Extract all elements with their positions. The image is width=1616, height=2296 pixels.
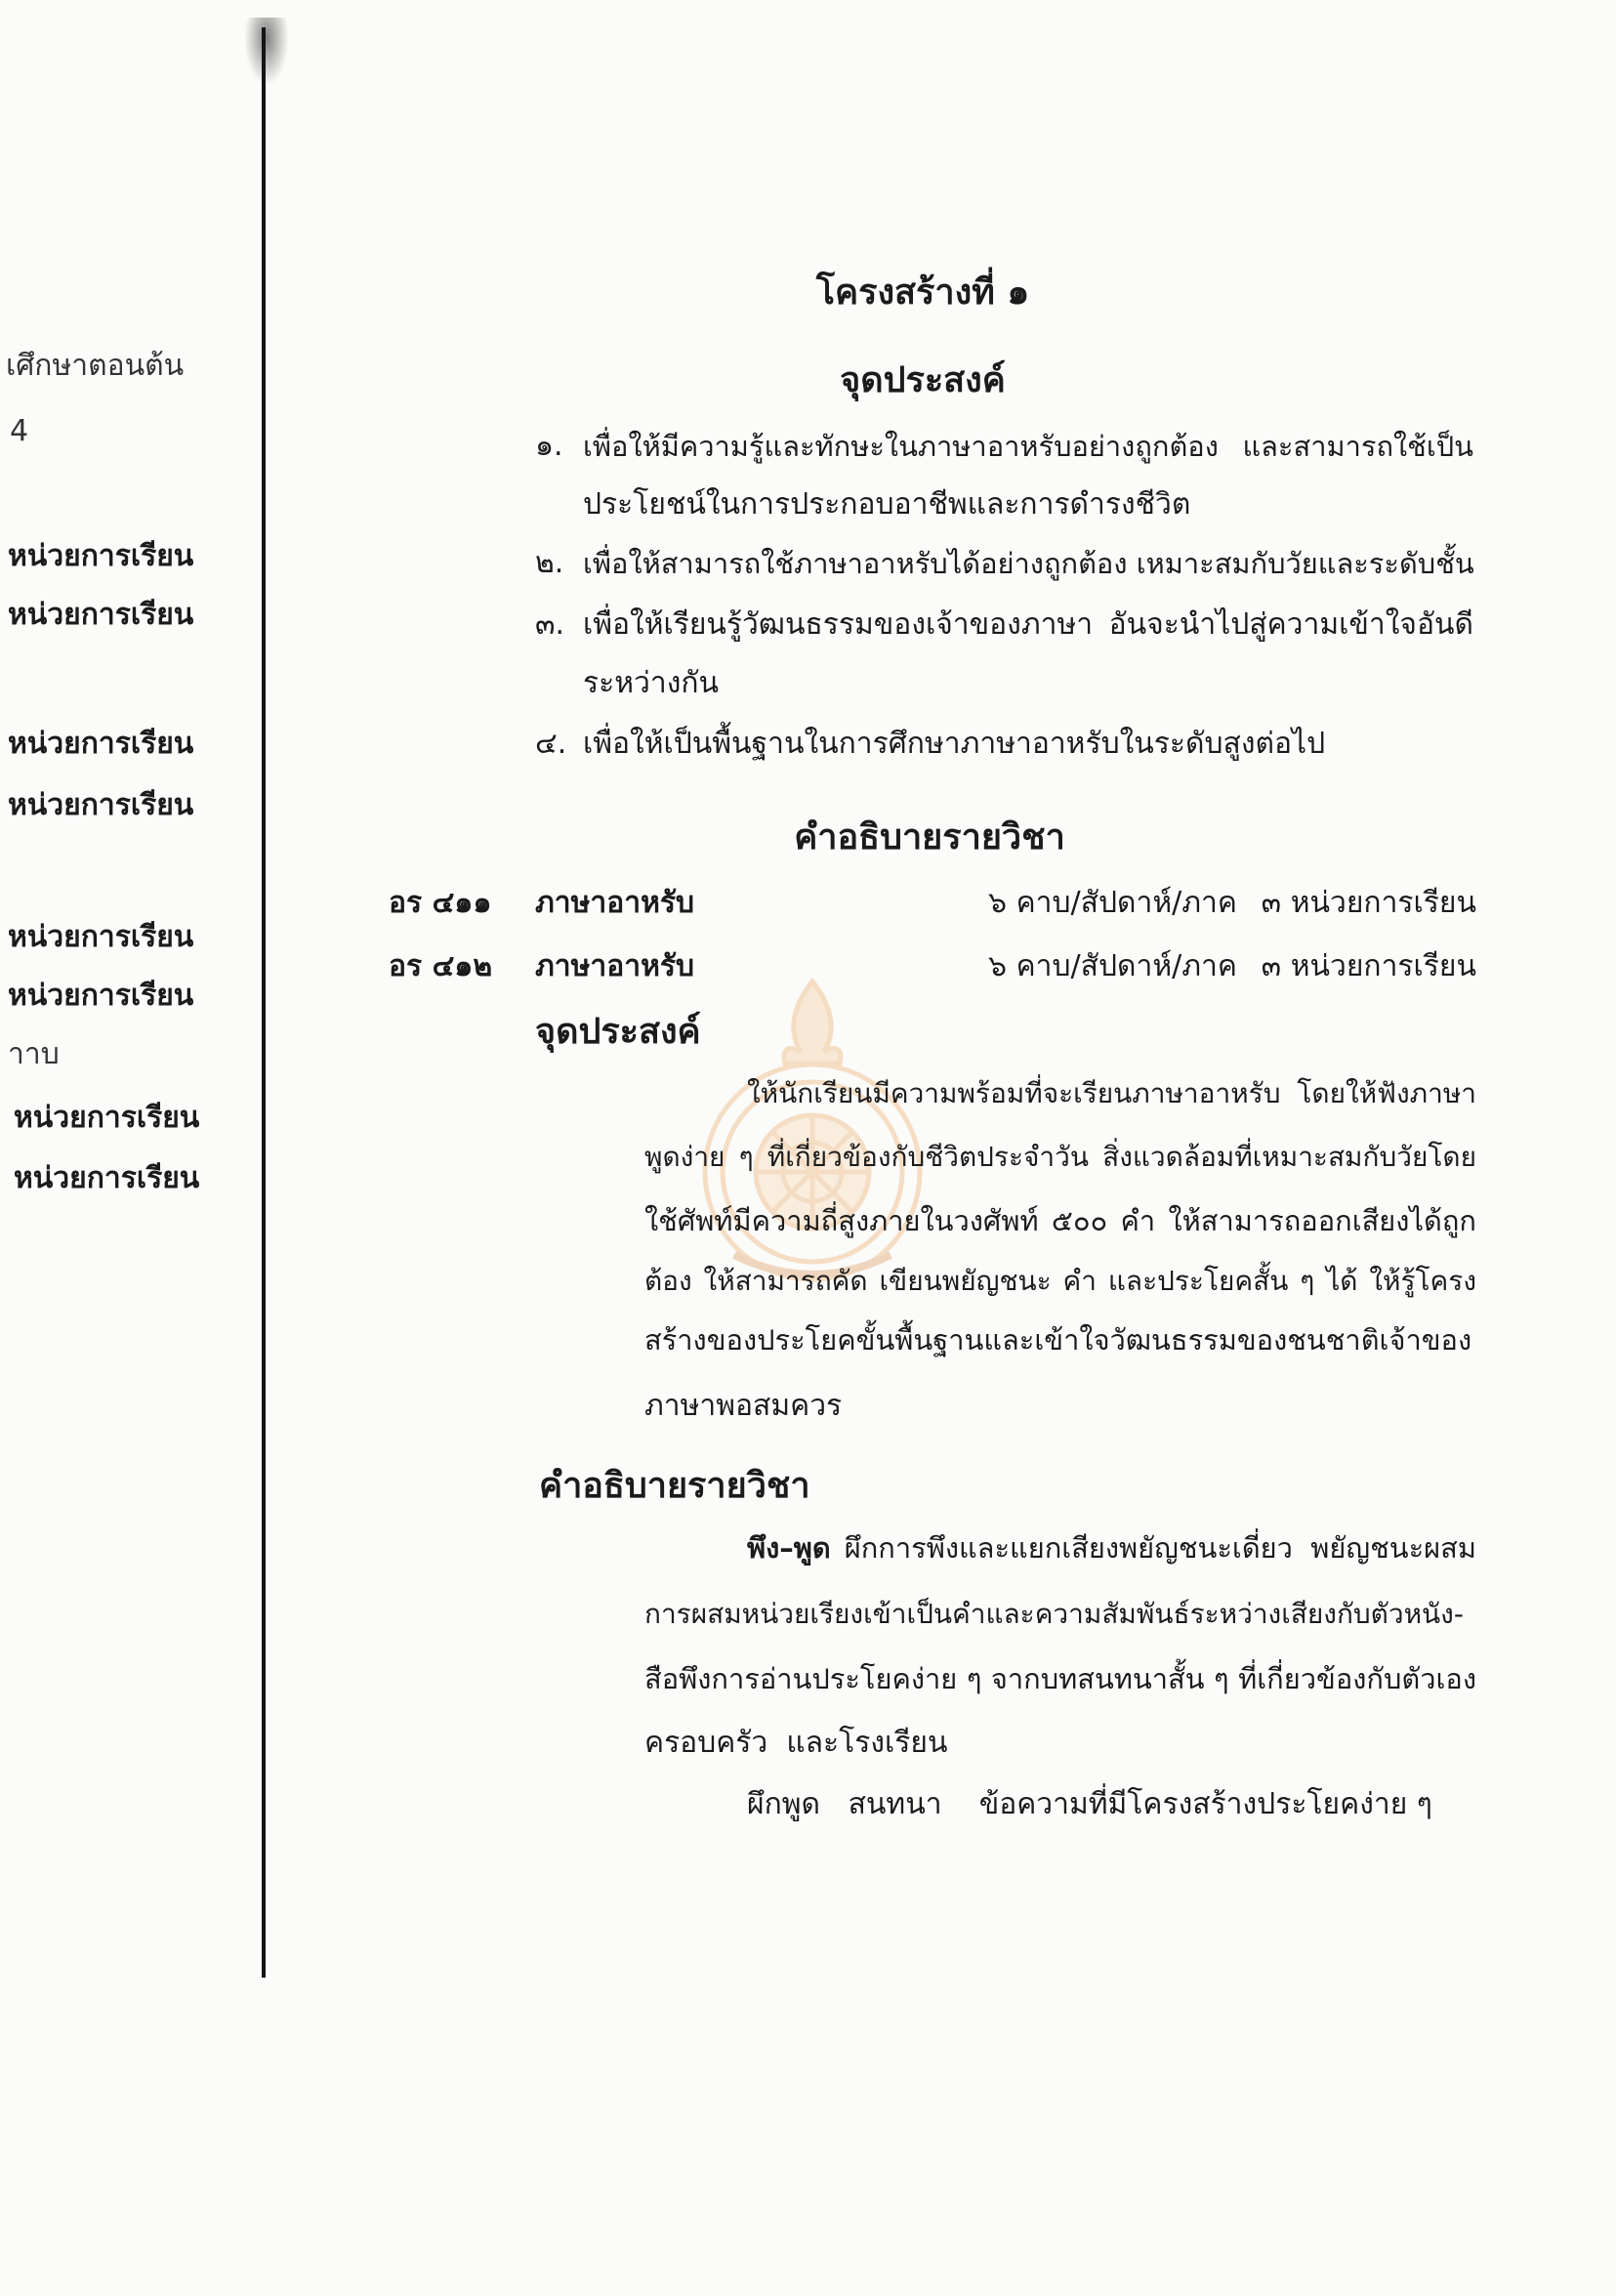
course-credits: ๓ หน่วยการเรียน <box>1261 886 1476 920</box>
purpose-line: สร้างของประโยคขั้นพื้นฐานและเข้าใจวัฒนธรรมของชนชาติเจ้าของ <box>644 1323 1472 1357</box>
objective-number: ๔. <box>535 727 567 761</box>
description-heading: คำอธิบายรายวิชา <box>539 1466 810 1506</box>
objective-text: เพื่อให้เป็นพื้นฐานในการศึกษาภาษาอาหรับในระดับสูงต่อไป <box>583 727 1326 761</box>
description-practice-line: ผึกพูด สนทนา ข้อความที่มีโครงสร้างประโยคง่าย ๆ <box>747 1787 1432 1821</box>
objective-text: ประโยชน์ในการประกอบอาชีพและการดำรงชีวิต <box>583 487 1191 522</box>
course-code: อร ๔๑๑ <box>389 886 492 920</box>
binding-spine-line <box>262 27 266 1978</box>
purpose-line: ภาษาพอสมควร <box>644 1389 843 1423</box>
margin-fragment: หน่วยการเรียน <box>14 1161 200 1195</box>
description-line: ครอบครัว และโรงเรียน <box>644 1726 948 1760</box>
purpose-line: ต้อง ให้สามารถคัด เขียนพยัญชนะ คำ และประโยคสั้น ๆ ได้ ให้รู้โครง <box>644 1265 1476 1297</box>
margin-fragment: หน่วยการเรียน <box>14 1101 200 1135</box>
objective-text: เพื่อให้มีความรู้และทักษะในภาษาอาหรับอย่างถูกต้อง และสามารถใช้เป็น <box>583 430 1473 463</box>
margin-fragment: หน่วยการเรียน <box>8 979 194 1013</box>
page-title: โครงสร้างที่ ๑ <box>815 272 1030 313</box>
margin-fragment: หน่วยการเรียน <box>8 539 194 573</box>
course-credits: ๓ หน่วยการเรียน <box>1261 949 1476 983</box>
margin-fragment: เศึกษาตอนต้น <box>6 349 185 383</box>
school-seal-watermark-icon <box>695 962 930 1294</box>
margin-fragment: หน่วยการเรียน <box>8 788 194 822</box>
course-name: ภาษาอาหรับ <box>535 886 695 920</box>
course-code: อร ๔๑๒ <box>389 949 493 983</box>
course-periods: ๖ คาบ/สัปดาห์/ภาค <box>988 949 1237 983</box>
purpose-heading: จุดประสงค์ <box>535 1012 701 1052</box>
margin-fragment: 4 <box>10 414 29 448</box>
objective-text: ระหว่างกัน <box>583 666 720 700</box>
objective-text: เพื่อให้สามารถใช้ภาษาอาหรับได้อย่างถูกต้อง เหมาะสมกับวัยและระดับชั้น <box>583 547 1474 580</box>
objective-text: เพื่อให้เรียนรู้วัฒนธรรมของเจ้าของภาษา อันจะนำไปสู่ความเข้าใจอันดี <box>583 607 1473 642</box>
course-description-heading: คำอธิบายรายวิชา <box>794 817 1065 857</box>
purpose-line: ใช้ศัพท์มีความถี่สูงภายในวงศัพท์ ๕๐๐ คำ ให้สามารถออกเสียงได้ถูก <box>644 1204 1476 1237</box>
description-text: ผึกการพึงและแยกเสียงพยัญชนะเดี่ยว พยัญชนะผสม <box>844 1531 1476 1565</box>
description-line: การผสมหน่วยเรียงเข้าเป็นคำและความสัมพันธ์ระหว่างเสียงกับตัวหนัง- <box>644 1598 1464 1630</box>
description-first-line <box>747 1527 1476 1568</box>
course-name: ภาษาอาหรับ <box>535 949 695 983</box>
binding-shadow <box>244 18 289 86</box>
margin-fragment: หน่วยการเรียน <box>8 727 194 761</box>
margin-fragment: หน่วยการเรียน <box>8 920 194 954</box>
objective-number: ๓. <box>535 607 565 642</box>
purpose-line: พูดง่าย ๆ ที่เกี่ยวข้องกับชีวิตประจำวัน สิ่งแวดล้อมที่เหมาะสมกับวัยโดย <box>644 1141 1476 1173</box>
purpose-line: ให้นักเรียนมีความพร้อมที่จะเรียนภาษาอาหรับ โดยให้ฟังภาษา <box>747 1077 1476 1109</box>
course-periods: ๖ คาบ/สัปดาห์/ภาค <box>988 886 1237 920</box>
objective-number: ๑. <box>535 429 563 463</box>
objective-number: ๒. <box>535 546 564 580</box>
objectives-heading: จุดประสงค์ <box>840 360 1006 400</box>
margin-fragment: หน่วยการเรียน <box>8 598 194 632</box>
description-line: สือพึงการอ่านประโยคง่าย ๆ จากบทสนทนาสั้น ๆ ที่เกี่ยวข้องกับตัวเอง <box>644 1662 1476 1695</box>
description-lead-term: พึง–พูด <box>747 1531 831 1565</box>
margin-fragment: าาบ <box>8 1037 60 1071</box>
